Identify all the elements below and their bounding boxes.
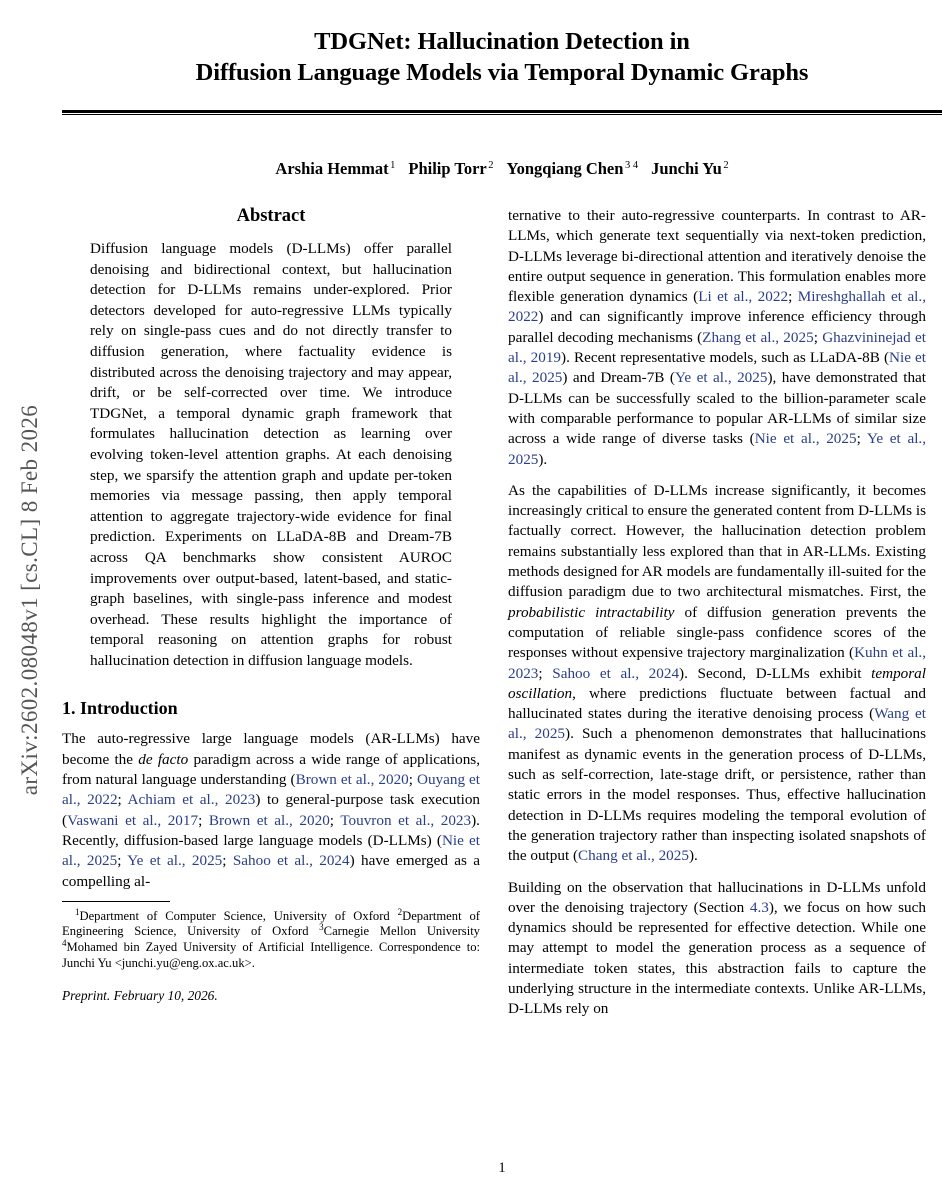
author-4	[651, 159, 729, 178]
paper-page	[62, 0, 942, 1200]
footnote-affil-4: Mohamed bin Zayed University of Artificial Intelligence. Correspondence to: Junchi Yu <junchi.yu@eng.ox.ac.uk>.	[62, 940, 480, 970]
footnote-marker-3: 3	[319, 922, 324, 933]
author-2	[408, 159, 493, 178]
rc-p1-d: ) and Dream-7B (	[562, 369, 675, 387]
footnote-marker-1: 1	[75, 906, 80, 917]
intro-p1-e: ). Recently, diffusion-based large language models (D-LLMs) (	[62, 811, 480, 849]
sep: ;	[222, 852, 233, 870]
rc-p2-d: , where predictions fluctuate between factual and hallucinated states during the iterative denoising process (	[508, 684, 926, 723]
rc-p1-b: ) and can significantly improve inference efficiency through parallel decoding mechanisms (	[508, 308, 926, 346]
right-paragraph-1	[508, 206, 926, 470]
rc-p2-c: ). Second, D-LLMs exhibit	[679, 664, 872, 682]
abstract-heading: Abstract	[236, 206, 306, 226]
intro-paragraph-1	[62, 729, 480, 891]
author-3	[507, 159, 639, 178]
rc-p2-italic-1: probabilistic intractability	[508, 603, 675, 621]
sep: ;	[788, 288, 798, 306]
footnote-affil-2: Department of Engineering Science, University of Oxford	[62, 908, 480, 939]
intro-p1-a: The auto-regressive large language models (AR-LLMs) have become the	[62, 730, 480, 768]
page-number: 1	[498, 1160, 506, 1176]
rc-p3-a: Building on the observation that hallucinations in D-LLMs unfold over the denoising trajectory (Section	[508, 878, 926, 916]
citation-achiam-2023[interactable]: Achiam et al., 2023	[127, 791, 256, 809]
sep: ;	[329, 811, 341, 829]
citation-sahoo-2024-b[interactable]: Sahoo et al., 2024	[552, 664, 680, 682]
sep: ;	[538, 664, 553, 682]
body-columns	[62, 206, 942, 1166]
citation-nie-2025-c[interactable]: Nie et al., 2025	[754, 430, 857, 448]
citation-li-2022[interactable]: Li et al., 2022	[698, 288, 789, 306]
author-1-name: Arshia Hemmat	[275, 159, 389, 179]
author-1-affil: 1	[390, 159, 396, 171]
title-line-2: Diffusion Language Models via Temporal Dynamic Graphs	[195, 59, 809, 86]
rc-p2-f: ).	[688, 847, 698, 865]
left-column	[62, 206, 480, 1004]
author-list	[62, 159, 942, 179]
rc-p1-a: ternative to their auto-regressive counterparts. In contrast to AR-LLMs, which generate text sequentially via next-token prediction, D-LLMs leverage bi-directional attention and iteratively denoise the entire output sequence in generation. This formulation enables more flexible generation dynamics (	[508, 207, 926, 306]
author-4-affil: 2	[723, 159, 729, 171]
footnote-marker-2: 2	[397, 906, 403, 917]
citation-nie-2025-b[interactable]: Nie et al., 2025	[508, 349, 927, 387]
citation-vaswani-2017[interactable]: Vaswani et al., 2017	[67, 811, 199, 829]
rule-thin	[62, 114, 942, 115]
citation-ye-2025-c[interactable]: Ye et al., 2025	[508, 430, 927, 468]
citation-ghazvininejad-2019[interactable]: Ghazvininejad et al., 2019	[508, 328, 926, 367]
citation-chang-2025[interactable]: Chang et al., 2025	[578, 847, 689, 865]
rc-p2-italic-2: temporal oscillation	[508, 664, 926, 702]
section-reference-link[interactable]: 4.3	[749, 898, 769, 916]
intro-p1-b: paradigm across a wide range of applications, from natural language understanding (	[62, 750, 481, 789]
sep: ;	[856, 430, 867, 448]
title-block	[62, 0, 942, 88]
footnote-affil-3: Carnegie Mellon University	[323, 924, 480, 939]
abstract-text: Diffusion language models (D-LLMs) offer parallel denoising and bidirectional context, but hallucination detection for D-LLMs remains under-explored. Prior detectors developed for auto-regressive LLMs typically rely on single-pass cues and do not directly transfer to diffusion generation, where factuality evidence is distributed across the denoising trajectory and may appear, drift, or be self-corrected over time. We introduce TDGNet, a temporal dynamic graph framework that formulates hallucination detection as learning over evolving token-level attention graphs. At each denoising step, we sparsify the attention graph and update per-token memories via message passing, then apply temporal attention to aggregate trajectory-wide evidence for final prediction. Experiments on LLaDA-8B and Dream-7B across QA benchmarks show consistent AUROC improvements over output-based, latent-based, and static-graph baselines, with single-pass inference and modest overhead. These results highlight the importance of temporal reasoning on attention graphs for robust hallucination detection in diffusion language models.	[90, 240, 452, 669]
citation-nie-2025[interactable]: Nie et al., 2025	[62, 831, 480, 870]
citation-kuhn-2023[interactable]: Kuhn et al., 2023	[508, 644, 927, 682]
intro-p1-d: ) to general-purpose task execution (	[62, 791, 481, 829]
rc-p2-e: ). Such a phenomenon demonstrates that hallucinations manifest as dynamic events in the generation process of D-LLMs, such as self-correction, late-stage drift, or persistence, rather than static errors in the model responses. Thus, effective hallucination detection in D-LLMs requires modeling the temporal evolution of the generation trajectory rather than inspecting isolated snapshots of the output (	[508, 725, 927, 865]
sep: ;	[117, 791, 128, 809]
arxiv-stamp-text: arXiv:2602.08048v1 [cs.CL] 8 Feb 2026	[17, 404, 42, 796]
author-3-name: Yongqiang Chen	[506, 159, 624, 179]
right-paragraph-2	[508, 481, 926, 867]
author-3-affil: 3 4	[624, 159, 639, 171]
section-heading-introduction: 1. Introduction	[62, 698, 178, 719]
right-column	[508, 206, 926, 1031]
rc-p1-c: ). Recent representative models, such as LLaDA-8B (	[561, 349, 890, 367]
author-2-name: Philip Torr	[408, 159, 487, 179]
intro-p1-f: ) have emerged as a compelling al-	[62, 852, 481, 890]
citation-zhang-2025[interactable]: Zhang et al., 2025	[702, 328, 814, 346]
header-rule	[62, 110, 942, 115]
title-line-1: TDGNet: Hallucination Detection in	[314, 28, 690, 55]
citation-ye-2025-b[interactable]: Ye et al., 2025	[674, 369, 768, 387]
citation-brown-2020[interactable]: Brown et al., 2020	[295, 771, 409, 789]
citation-wang-2025[interactable]: Wang et al., 2025	[508, 705, 926, 743]
sep: ;	[198, 811, 209, 829]
preprint-line: Preprint. February 10, 2026.	[62, 988, 218, 1004]
rc-p2-a: As the capabilities of D-LLMs increase significantly, it becomes increasingly critical to ensure the generated content from D-LLMs is factually correct. However, the hallucination detection problem remains substantially less explored than that in AR-LLMs. Existing methods designed for AR models are fundamentally ill-suited for the diffusion paradigm due to two architectural mismatches. First, the	[508, 481, 926, 601]
citation-brown-2020-b[interactable]: Brown et al., 2020	[208, 811, 330, 829]
author-1	[275, 159, 395, 178]
page-title	[62, 26, 942, 88]
sep: ;	[813, 328, 823, 346]
sep: ;	[117, 852, 128, 870]
citation-touvron-2023[interactable]: Touvron et al., 2023	[340, 811, 472, 829]
rc-p2-b: of diffusion generation prevents the computation of reliable single-pass confidence scores of the responses without expensive trajectory marginalization (	[508, 603, 926, 662]
rc-p1-f: ).	[538, 450, 548, 468]
author-2-affil: 2	[488, 159, 494, 171]
footnote-affil-1: Department of Computer Science, University of Oxford	[79, 908, 390, 923]
arxiv-stamp	[0, 0, 60, 1200]
author-4-name: Junchi Yu	[651, 159, 722, 179]
citation-sahoo-2024[interactable]: Sahoo et al., 2024	[232, 852, 350, 870]
rc-p1-e: ), have demonstrated that D-LLMs can be successfully scaled to the billion-parameter scale with comparable performance to popular AR-LLMs of similar size across a wide range of diverse tasks (	[508, 369, 926, 448]
footnote-block	[62, 906, 480, 971]
citation-ouyang-2022[interactable]: Ouyang et al., 2022	[62, 771, 481, 809]
footnote-rule	[62, 901, 170, 902]
footnote-marker-4: 4	[62, 937, 67, 948]
rc-p3-b: ), we focus on how such dynamics should be represented for effective detection. While one may attempt to model the generation process as a sequence of intermediate token states, this abstraction fails to capture the underlying structure in the intermediate contexts. Unlike AR-LLMs, D-LLMs rely on	[508, 898, 926, 1018]
sep: ;	[408, 771, 417, 789]
citation-mireshghallah-2022[interactable]: Mireshghallah et al., 2022	[508, 288, 926, 326]
intro-p1-defacto: de facto	[138, 750, 189, 768]
right-paragraph-3	[508, 878, 926, 1020]
citation-ye-2025[interactable]: Ye et al., 2025	[127, 852, 223, 870]
